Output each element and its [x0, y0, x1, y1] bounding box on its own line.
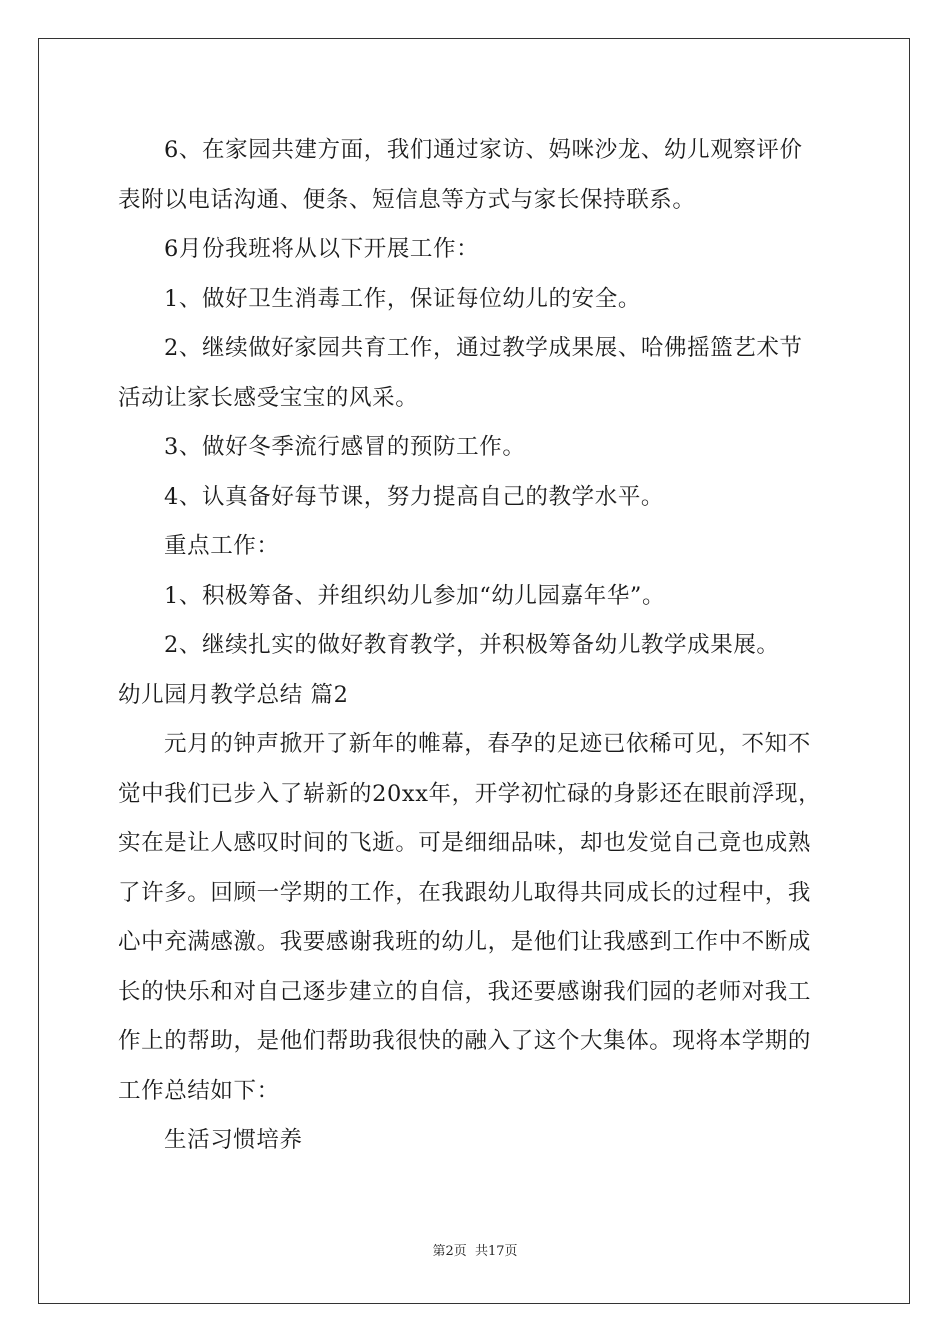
list-item: 3、做好冬季流行感冒的预防工作。 [164, 434, 526, 460]
paragraph-line: 作上的帮助，是他们帮助我很快的融入了这个大集体。现将本学期的 [118, 1028, 812, 1054]
list-item: 2、继续扎实的做好教育教学，并积极筹备幼儿教学成果展。 [164, 632, 780, 658]
paragraph-line: 6、在家园共建方面，我们通过家访、妈咪沙龙、幼儿观察评价 [164, 137, 803, 163]
page-footer [0, 1240, 950, 1259]
paragraph-line: 长的快乐和对自己逐步建立的自信，我还要感谢我们园的老师对我工 [118, 978, 812, 1005]
paragraph-line: 表附以电话沟通、便条、短信息等方式与家长保持联系。 [118, 186, 696, 213]
paragraph-line: 了许多。回顾一学期的工作，在我跟幼儿取得共同成长的过程中，我 [118, 879, 812, 906]
paragraph-line: 工作总结如下： [118, 1077, 280, 1104]
list-item: 1、积极筹备、并组织幼儿参加“幼儿园嘉年华”。 [164, 582, 666, 609]
list-item: 2、继续做好家园共育工作，通过教学成果展、哈佛摇篮艺术节 [164, 335, 803, 361]
subheading: 生活习惯培养 [164, 1127, 303, 1153]
page-total: 共17页 [474, 1244, 518, 1259]
document-body [118, 126, 834, 1166]
list-item-continuation: 活动让家长感受宝宝的风采。 [118, 384, 419, 411]
key-work-heading: 重点工作： [164, 533, 280, 559]
paragraph-line: 心中充满感激。我要感谢我班的幼儿，是他们让我感到工作中不断成 [118, 929, 812, 955]
page-number: 第2页 [432, 1244, 467, 1259]
paragraph-line: 实在是让人感叹时间的飞逝。可是细细品味，却也发觉自己竟也成熟 [118, 830, 812, 856]
paragraph-line: 觉中我们已步入了崭新的20xx年，开学初忙碌的身影还在眼前浮现， [118, 780, 822, 807]
paragraph-line: 6月份我班将从以下开展工作： [164, 236, 480, 262]
section-title: 幼儿园月教学总结 篇2 [118, 681, 349, 708]
paragraph-line: 元月的钟声掀开了新年的帷幕，春孕的足迹已依稀可见，不知不 [164, 731, 811, 757]
list-item: 4、认真备好每节课，努力提高自己的教学水平。 [164, 483, 665, 510]
list-item: 1、做好卫生消毒工作，保证每位幼儿的安全。 [164, 285, 641, 312]
